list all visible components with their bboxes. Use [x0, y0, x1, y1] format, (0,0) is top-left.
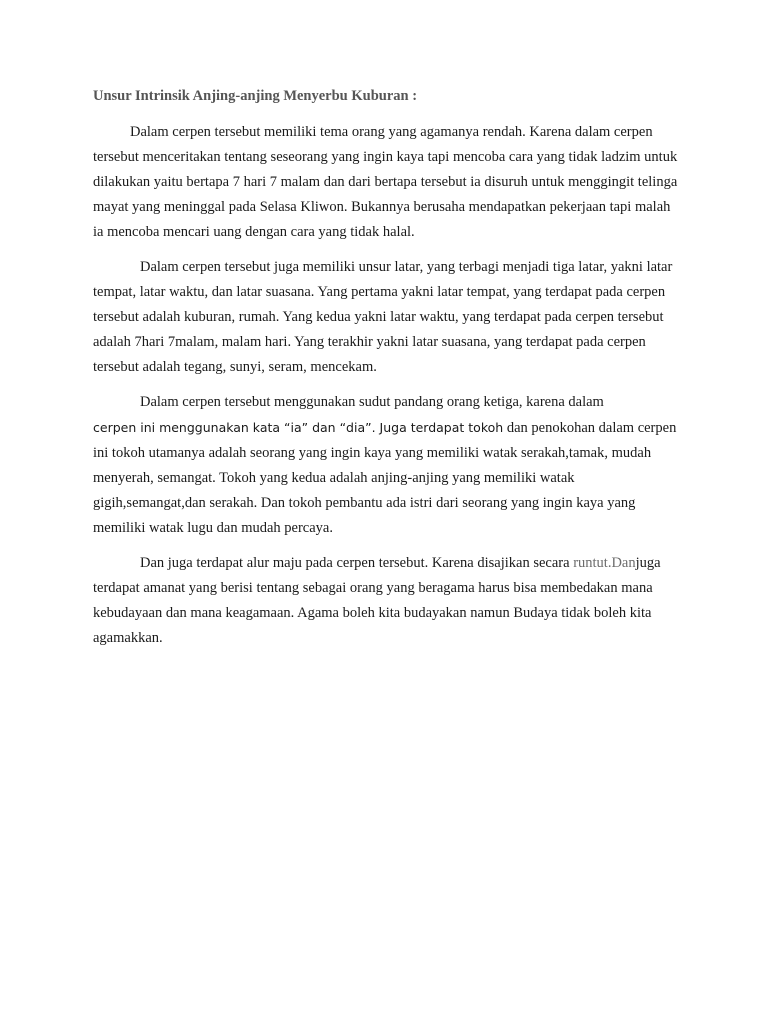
paragraph-tema-text: Dalam cerpen tersebut memiliki tema orang yang agamanya rendah. Karena dalam cerpen tersebut menceritakan tentang seseorang yang ingin kaya tapi mencoba cara yang tidak ladzim untuk dilakukan yaitu bertapa 7 hari 7 malam dan dari bertapa tersebut ia disuruh untuk menggingit telinga mayat yang meninggal pada Selasa Kliwon. Bukannya berusaha mendapatkan pekerjaan tapi malah ia mencoba mencari uang dengan cara yang tidak halal. [93, 124, 678, 240]
document-title: Unsur Intrinsik Anjing-anjing Menyerbu Kuburan : [93, 88, 418, 104]
paragraph-alur-text-b: runtut.Dan [573, 555, 636, 571]
paragraph-alur-text-a: Dan juga terdapat alur maju pada cerpen tersebut. Karena disajikan secara [140, 555, 574, 571]
paragraph-tema [93, 120, 683, 245]
paragraph-sudut-pandang-text-b: cerpen ini menggunakan kata “ia” dan “dia”. Juga terdapat tokoh [93, 420, 504, 435]
paragraph-alur-text-c: juga terdapat amanat yang berisi tentang sebagai orang yang beragama harus bisa membedakan mana kebudayaan dan mana keagamaan. Agama boleh kita budayakan namun Budaya tidak boleh kita agamakkan. [93, 555, 661, 646]
paragraph-latar-text: Dalam cerpen tersebut juga memiliki unsur latar, yang terbagi menjadi tiga latar, yakni latar tempat, latar waktu, dan latar suasana. Yang pertama yakni latar tempat, yang terdapat pada cerpen tersebut adalah kuburan, rumah. Yang kedua yakni latar waktu, yang terdapat pada cerpen tersebut adalah 7hari 7malam, malam hari. Yang terakhir yakni latar suasana, yang terdapat pada cerpen tersebut adalah tegang, sunyi, seram, mencekam. [93, 259, 673, 375]
paragraph-sudut-pandang-text-a: Dalam cerpen tersebut menggunakan sudut pandang orang ketiga, karena dalam [140, 394, 604, 410]
paragraph-alur-amanat [93, 551, 683, 651]
paragraph-latar [93, 255, 683, 380]
document-content [93, 86, 683, 661]
paragraph-sudut-pandang [93, 390, 683, 541]
paragraph-sudut-pandang-text-c: dan penokohan dalam cerpen ini tokoh utamanya adalah seorang yang ingin kaya yang memiliki watak serakah,tamak, mudah menyerah, semangat. Tokoh yang kedua adalah anjing-anjing yang memiliki watak gigih,semangat,dan serakah. Dan tokoh pembantu ada istri dari seorang yang ingin kaya yang memiliki watak lugu dan mudah percaya. [93, 420, 677, 536]
